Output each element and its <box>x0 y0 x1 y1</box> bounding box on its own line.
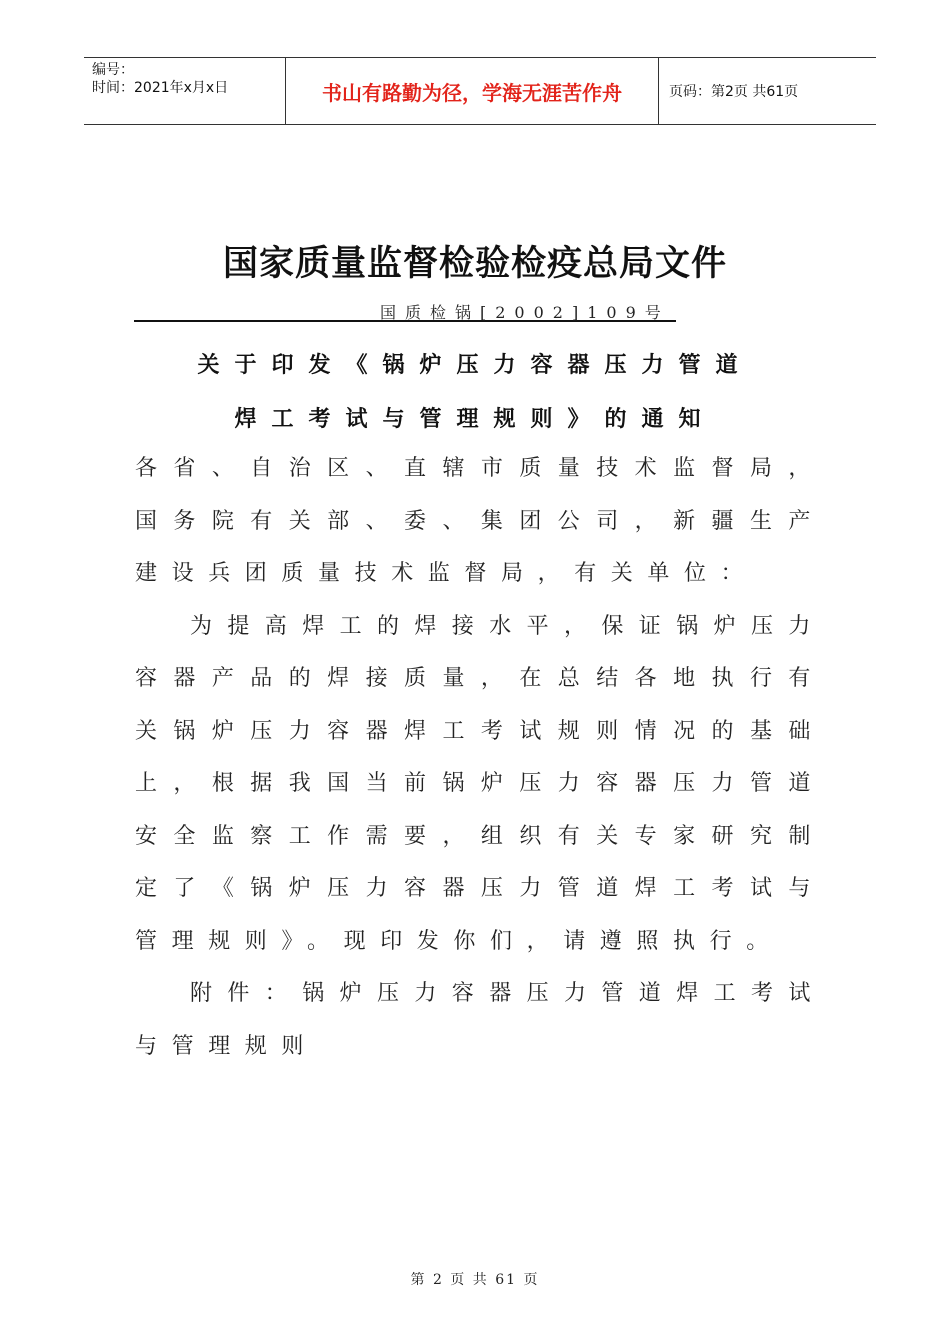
header-page-info: 页码：第2页 共61页 <box>669 84 799 100</box>
time-label: 时间：2021年x月x日 <box>92 80 229 96</box>
document-number: 国质检锅[2002]109号 <box>380 303 670 322</box>
main-paragraph: 为提高焊工的焊接水平，保证锅炉压力容器产品的焊接质量，在总结各地执行有关锅炉压力容器焊工考试规则情况的基础上，根据我国当前锅炉压力容器压力管道安全监察工作需要，组织有关专家研究制定了《锅炉压力容器压力管道焊工考试与管理规则》。现印发你们，请遵照执行。 <box>135 613 825 954</box>
document-body <box>135 443 825 1073</box>
number-label: 编号： <box>92 62 134 78</box>
addressee-paragraph: 各省、自治区、直辖市质量技术监督局，国务院有关部、委、集团公司，新疆生产建设兵团质量技术监督局，有关单位： <box>135 456 825 586</box>
page-footer: 第 2 页 共 61 页 <box>410 1272 540 1288</box>
header-motto: 书山有路勤为径，学海无涯苦作舟 <box>286 58 659 124</box>
header-meta <box>84 58 286 124</box>
document-title: 国家质量监督检验检疫总局文件 <box>222 244 727 284</box>
page-header <box>84 57 876 125</box>
attachment-paragraph: 附件：锅炉压力容器压力管道焊工考试与管理规则 <box>135 981 825 1059</box>
notice-title-line-1: 关于印发《锅炉压力容器压力管道 <box>197 352 753 378</box>
notice-title-line-2: 焊工考试与管理规则》的通知 <box>234 406 716 432</box>
